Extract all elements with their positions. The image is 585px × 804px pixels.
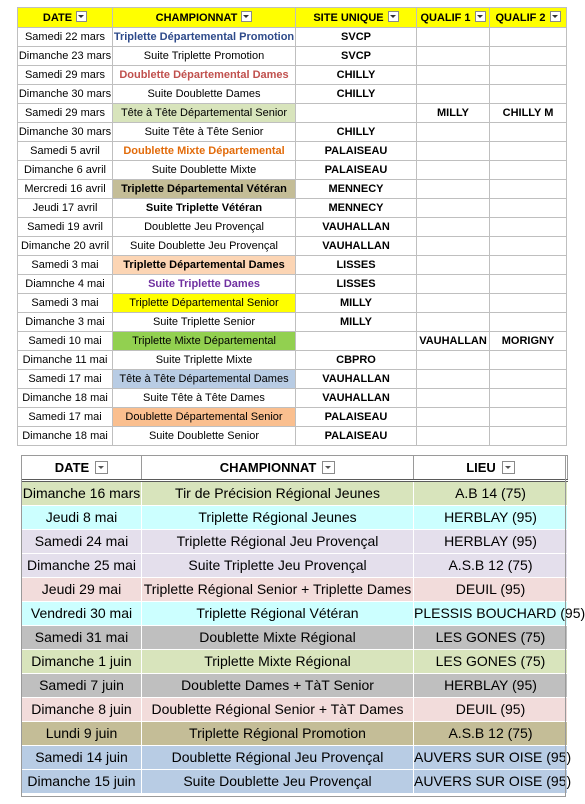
table-row — [18, 47, 567, 66]
date-cell[interactable]: Samedi 29 mars — [18, 66, 113, 85]
qualif1-cell[interactable] — [417, 180, 490, 199]
table-row — [18, 294, 567, 313]
qualif1-cell[interactable] — [417, 408, 490, 427]
site-cell[interactable]: CHILLY — [296, 85, 417, 104]
table-row — [22, 698, 568, 722]
championnat-cell[interactable]: Tir de Précision Régional Jeunes — [142, 481, 414, 506]
championnat-cell[interactable]: Doublette Régional Senior + TàT Dames — [142, 698, 414, 722]
championnat-cell[interactable]: Triplette Régional Jeu Provençal — [142, 530, 414, 554]
lieu-cell[interactable]: AUVERS SUR OISE (95) — [414, 770, 568, 794]
date-cell[interactable]: Samedi 3 mai — [18, 256, 113, 275]
site-cell[interactable]: MENNECY — [296, 180, 417, 199]
qualif1-cell[interactable] — [417, 275, 490, 294]
qualif1-cell[interactable] — [417, 161, 490, 180]
qualif2-cell[interactable]: MORIGNY — [490, 332, 567, 351]
lieu-cell[interactable]: LES GONES (75) — [414, 626, 568, 650]
table-row — [18, 199, 567, 218]
table-row — [18, 256, 567, 275]
date-cell[interactable]: Dimanche 6 avril — [18, 161, 113, 180]
table-row — [18, 332, 567, 351]
table-row — [18, 389, 567, 408]
table-row — [22, 746, 568, 770]
date-cell[interactable]: Samedi 7 juin — [22, 674, 142, 698]
date-cell[interactable]: Jeudi 8 mai — [22, 506, 142, 530]
table-row — [22, 650, 568, 674]
table1-header-row — [18, 8, 567, 28]
qualif1-cell[interactable] — [417, 85, 490, 104]
qualif2-cell[interactable] — [490, 218, 567, 237]
qualif1-cell[interactable] — [417, 427, 490, 446]
table-row — [22, 578, 568, 602]
table-row — [22, 506, 568, 530]
regional-championship-table — [21, 455, 585, 794]
filter-dropdown-icon[interactable] — [388, 11, 399, 22]
championnat-cell[interactable]: Triplette Départemental Dames — [113, 256, 296, 275]
date-cell[interactable]: Mercredi 16 avril — [18, 180, 113, 199]
site-cell[interactable]: MILLY — [296, 313, 417, 332]
championnat-cell[interactable]: Triplette Régional Senior + Triplette Dames — [142, 578, 414, 602]
filter-dropdown-icon[interactable] — [241, 11, 252, 22]
championnat-cell[interactable]: Triplette Régional Promotion — [142, 722, 414, 746]
championnat-cell[interactable]: Tête à Tête Départemental Dames — [113, 370, 296, 389]
championnat-cell[interactable]: Doublette Mixte Régional — [142, 626, 414, 650]
date-cell[interactable]: Samedi 17 mai — [18, 370, 113, 389]
championnat-cell[interactable]: Triplette Départemental Vétéran — [113, 180, 296, 199]
date-cell[interactable]: Samedi 19 avril — [18, 218, 113, 237]
qualif1-cell[interactable] — [417, 47, 490, 66]
qualif1-cell[interactable] — [417, 370, 490, 389]
lieu-cell[interactable]: A.B 14 (75) — [414, 481, 568, 506]
table-row — [22, 530, 568, 554]
qualif2-cell[interactable] — [490, 351, 567, 370]
site-cell[interactable]: MILLY — [296, 294, 417, 313]
table-row — [18, 370, 567, 389]
date-cell[interactable]: Dimanche 15 juin — [22, 770, 142, 794]
date-cell[interactable]: Dimanche 3 mai — [18, 313, 113, 332]
lieu-column-header[interactable]: LIEU — [414, 456, 568, 481]
lieu-cell[interactable]: AUVERS SUR OISE (95) — [414, 746, 568, 770]
site-unique-column-header[interactable]: SITE UNIQUE — [296, 8, 417, 28]
table-row — [18, 351, 567, 370]
championnat-cell[interactable]: Suite Triplette Vétéran — [113, 199, 296, 218]
table-row — [18, 427, 567, 446]
date-cell[interactable]: Dimanche 30 mars — [18, 123, 113, 142]
date-cell[interactable]: Dimanche 16 mars — [22, 481, 142, 506]
table-row — [18, 142, 567, 161]
filter-dropdown-icon[interactable] — [95, 461, 108, 474]
table-row — [22, 722, 568, 746]
lieu-cell[interactable]: A.S.B 12 (75) — [414, 554, 568, 578]
championnat-cell[interactable]: Suite Doublette Jeu Provençal — [142, 770, 414, 794]
date-cell[interactable]: Samedi 5 avril — [18, 142, 113, 161]
table-row — [22, 674, 568, 698]
championnat-cell[interactable]: Doublette Jeu Provençal — [113, 218, 296, 237]
championnat-cell[interactable]: Triplette Départemental Senior — [113, 294, 296, 313]
site-cell[interactable]: SVCP — [296, 47, 417, 66]
qualif2-cell[interactable] — [490, 237, 567, 256]
qualif1-cell[interactable]: MILLY — [417, 104, 490, 123]
championnat-cell[interactable]: Suite Triplette Mixte — [113, 351, 296, 370]
qualif2-cell[interactable] — [490, 408, 567, 427]
site-cell[interactable]: PALAISEAU — [296, 427, 417, 446]
site-cell[interactable]: CBPRO — [296, 351, 417, 370]
table-row — [18, 313, 567, 332]
lieu-cell[interactable]: DEUIL (95) — [414, 578, 568, 602]
qualif2-cell[interactable] — [490, 66, 567, 85]
qualif1-cell[interactable] — [417, 28, 490, 47]
date-cell[interactable]: Dimanche 8 juin — [22, 698, 142, 722]
championnat-cell[interactable]: Suite Doublette Mixte — [113, 161, 296, 180]
date-cell[interactable]: Dimanche 18 mai — [18, 427, 113, 446]
qualif2-cell[interactable] — [490, 313, 567, 332]
championnat-cell[interactable]: Triplette Régional Vétéran — [142, 602, 414, 626]
site-cell[interactable]: CHILLY — [296, 66, 417, 85]
table-row — [18, 28, 567, 47]
qualif2-cell[interactable] — [490, 161, 567, 180]
championnat-cell[interactable]: Tête à Tête Départemental Senior — [113, 104, 296, 123]
date-cell[interactable]: Samedi 22 mars — [18, 28, 113, 47]
qualif1-cell[interactable] — [417, 123, 490, 142]
site-cell[interactable]: VAUHALLAN — [296, 389, 417, 408]
championnat-cell[interactable]: Doublette Départemental Dames — [113, 66, 296, 85]
qualif2-cell[interactable] — [490, 256, 567, 275]
site-cell[interactable]: MENNECY — [296, 199, 417, 218]
date-cell[interactable]: Dimanche 18 mai — [18, 389, 113, 408]
date-cell[interactable]: Samedi 3 mai — [18, 294, 113, 313]
championnat-cell[interactable]: Triplette Départemental Promotion — [113, 28, 296, 47]
date-cell[interactable]: Samedi 17 mai — [18, 408, 113, 427]
filter-dropdown-icon[interactable] — [322, 461, 335, 474]
qualif2-cell[interactable] — [490, 389, 567, 408]
table-row — [22, 770, 568, 794]
qualif1-cell[interactable] — [417, 294, 490, 313]
qualif2-cell[interactable] — [490, 427, 567, 446]
date-cell[interactable]: Samedi 29 mars — [18, 104, 113, 123]
site-cell[interactable]: LISSES — [296, 256, 417, 275]
site-cell[interactable]: VAUHALLAN — [296, 370, 417, 389]
site-cell[interactable]: SVCP — [296, 28, 417, 47]
site-cell[interactable]: PALAISEAU — [296, 142, 417, 161]
championnat-cell[interactable]: Doublette Mixte Départemental — [113, 142, 296, 161]
table-row — [22, 602, 568, 626]
filter-dropdown-icon[interactable] — [550, 11, 561, 22]
qualif2-cell[interactable] — [490, 28, 567, 47]
table2-header-row — [22, 456, 568, 481]
table-row — [18, 218, 567, 237]
date-cell[interactable]: Lundi 9 juin — [22, 722, 142, 746]
table-row — [18, 161, 567, 180]
date-column-header[interactable]: DATE — [22, 456, 142, 481]
date-cell[interactable]: Dimanche 1 juin — [22, 650, 142, 674]
championnat-cell[interactable]: Triplette Régional Jeunes — [142, 506, 414, 530]
date-cell[interactable]: Dimanche 11 mai — [18, 351, 113, 370]
filter-dropdown-icon[interactable] — [76, 11, 87, 22]
table-row — [22, 626, 568, 650]
qualif1-cell[interactable] — [417, 218, 490, 237]
date-cell[interactable]: Dimanche 23 mars — [18, 47, 113, 66]
site-cell[interactable]: VAUHALLAN — [296, 218, 417, 237]
date-cell[interactable]: Dimanche 30 mars — [18, 85, 113, 104]
lieu-cell[interactable]: A.S.B 12 (75) — [414, 722, 568, 746]
qualif1-cell[interactable] — [417, 237, 490, 256]
championnat-cell[interactable]: Doublette Départemental Senior — [113, 408, 296, 427]
championnat-cell[interactable]: Suite Triplette Dames — [113, 275, 296, 294]
filter-dropdown-icon[interactable] — [502, 461, 515, 474]
championnat-cell[interactable]: Triplette Mixte Départemental — [113, 332, 296, 351]
table-row — [18, 408, 567, 427]
championnat-cell[interactable]: Suite Triplette Jeu Provençal — [142, 554, 414, 578]
championnat-cell[interactable]: Suite Tête à Tête Dames — [113, 389, 296, 408]
qualif2-column-header[interactable]: QUALIF 2 — [490, 8, 567, 28]
qualif1-cell[interactable] — [417, 256, 490, 275]
lieu-cell[interactable]: HERBLAY (95) — [414, 674, 568, 698]
qualif1-column-header[interactable]: QUALIF 1 — [417, 8, 490, 28]
table-row — [18, 85, 567, 104]
site-cell[interactable]: VAUHALLAN — [296, 237, 417, 256]
site-cell[interactable]: CHILLY — [296, 123, 417, 142]
date-cell[interactable]: Jeudi 17 avril — [18, 199, 113, 218]
championnat-cell[interactable]: Suite Triplette Senior — [113, 313, 296, 332]
site-cell[interactable] — [296, 104, 417, 123]
site-cell[interactable] — [296, 332, 417, 351]
qualif2-cell[interactable] — [490, 47, 567, 66]
championnat-column-header[interactable]: CHAMPIONNAT — [113, 8, 296, 28]
championnat-cell[interactable]: Suite Doublette Senior — [113, 427, 296, 446]
departmental-championship-table — [17, 7, 567, 446]
lieu-cell[interactable]: HERBLAY (95) — [414, 506, 568, 530]
qualif1-cell[interactable]: VAUHALLAN — [417, 332, 490, 351]
date-cell[interactable]: Jeudi 29 mai — [22, 578, 142, 602]
table-row — [22, 554, 568, 578]
qualif1-cell[interactable] — [417, 199, 490, 218]
site-cell[interactable]: PALAISEAU — [296, 408, 417, 427]
filter-dropdown-icon[interactable] — [475, 11, 486, 22]
championnat-cell[interactable]: Suite Tête à Tête Senior — [113, 123, 296, 142]
qualif2-cell[interactable]: CHILLY M — [490, 104, 567, 123]
qualif2-cell[interactable] — [490, 123, 567, 142]
date-cell[interactable]: Diamnche 4 mai — [18, 275, 113, 294]
date-cell[interactable]: Samedi 24 mai — [22, 530, 142, 554]
qualif1-cell[interactable] — [417, 142, 490, 161]
table-row — [18, 104, 567, 123]
lieu-cell[interactable]: PLESSIS BOUCHARD (95) — [414, 602, 568, 626]
championnat-column-header[interactable]: CHAMPIONNAT — [142, 456, 414, 481]
site-cell[interactable]: PALAISEAU — [296, 161, 417, 180]
championnat-cell[interactable]: Doublette Régional Jeu Provençal — [142, 746, 414, 770]
qualif2-cell[interactable] — [490, 199, 567, 218]
date-cell[interactable]: Samedi 31 mai — [22, 626, 142, 650]
championnat-cell[interactable]: Suite Triplette Promotion — [113, 47, 296, 66]
qualif1-cell[interactable] — [417, 389, 490, 408]
table-row — [18, 180, 567, 199]
table-row — [18, 237, 567, 256]
date-cell[interactable]: Dimanche 25 mai — [22, 554, 142, 578]
qualif2-cell[interactable] — [490, 142, 567, 161]
qualif2-cell[interactable] — [490, 180, 567, 199]
date-cell[interactable]: Samedi 14 juin — [22, 746, 142, 770]
championnat-cell[interactable]: Triplette Mixte Régional — [142, 650, 414, 674]
qualif1-cell[interactable] — [417, 313, 490, 332]
table-row — [22, 481, 568, 506]
lieu-cell[interactable]: LES GONES (75) — [414, 650, 568, 674]
qualif2-cell[interactable] — [490, 85, 567, 104]
championnat-cell[interactable]: Suite Doublette Jeu Provençal — [113, 237, 296, 256]
qualif2-cell[interactable] — [490, 370, 567, 389]
site-cell[interactable]: LISSES — [296, 275, 417, 294]
lieu-cell[interactable]: HERBLAY (95) — [414, 530, 568, 554]
date-cell[interactable]: Samedi 10 mai — [18, 332, 113, 351]
table-row — [18, 123, 567, 142]
championnat-cell[interactable]: Suite Doublette Dames — [113, 85, 296, 104]
lieu-cell[interactable]: DEUIL (95) — [414, 698, 568, 722]
date-cell[interactable]: Dimanche 20 avril — [18, 237, 113, 256]
table-row — [18, 66, 567, 85]
qualif1-cell[interactable] — [417, 66, 490, 85]
date-column-header[interactable]: DATE — [18, 8, 113, 28]
qualif2-cell[interactable] — [490, 294, 567, 313]
championnat-cell[interactable]: Doublette Dames + TàT Senior — [142, 674, 414, 698]
qualif1-cell[interactable] — [417, 351, 490, 370]
date-cell[interactable]: Vendredi 30 mai — [22, 602, 142, 626]
table-row — [18, 275, 567, 294]
qualif2-cell[interactable] — [490, 275, 567, 294]
